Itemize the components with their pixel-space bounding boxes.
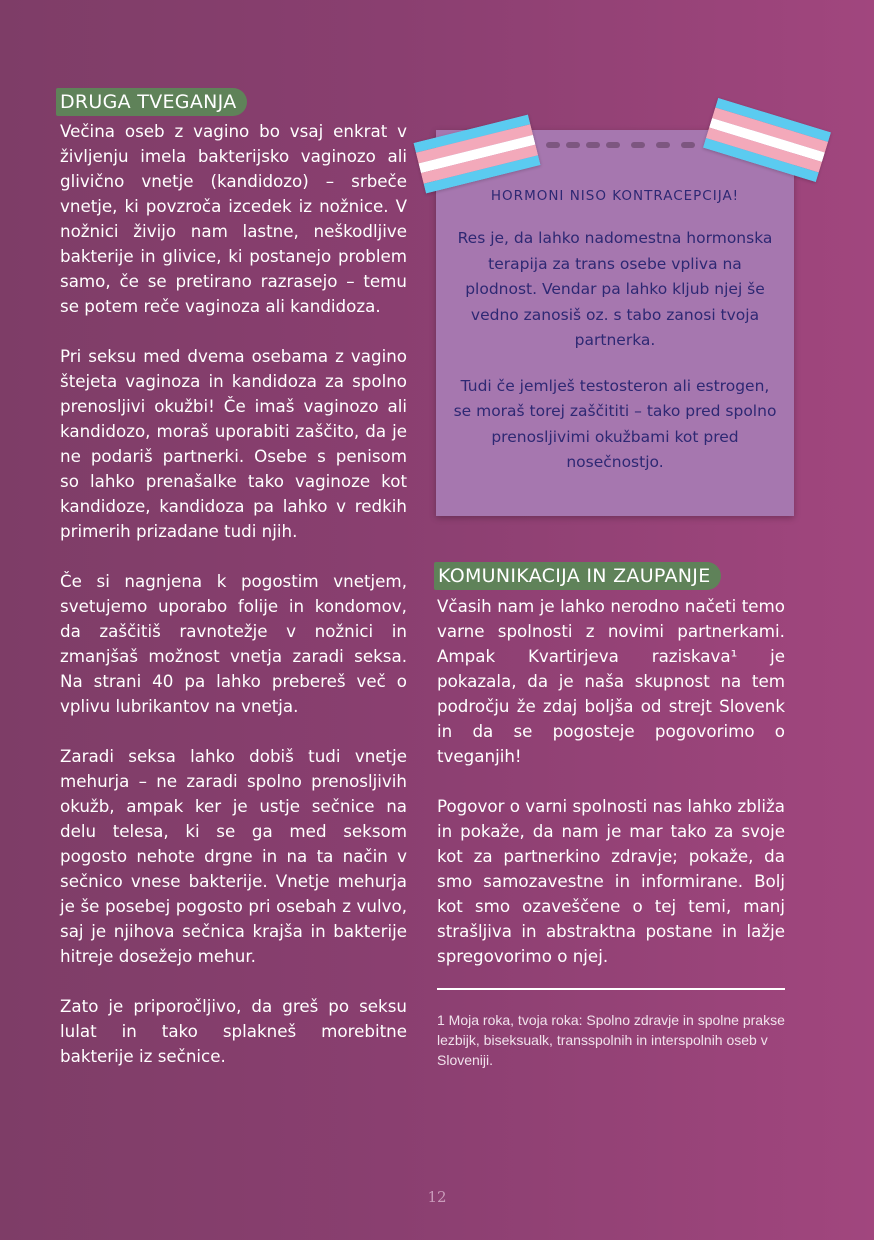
paragraph: Če si nagnjena k pogostim vnetjem, svetujemo uporabo folije in kondomov, da zaščitiš ravnotežje v nožnici in zmanjšaš možnost vnetja zaradi seksa. Na strani 40 pa lahko prebereš več o vplivu lubrikantov na vnetja.: [60, 571, 407, 716]
left-column-text: [60, 119, 407, 1094]
paragraph: Večina oseb z vagino bo vsaj enkrat v življenju imela bakterijsko vaginozo ali glivično vnetje (kandidozo) – srbeče vnetje, ki povzroča izcedek iz nožnice. V nožnici živijo nam lastne, neškodljive bakterije in glivice, ki postanejo problem samo, če se pretirano razrasejo – temu se potem reče vaginoza ali kandidoza.: [60, 121, 407, 316]
section-heading-druga-tveganja: DRUGA TVEGANJA: [56, 88, 247, 116]
paragraph: Pri seksu med dvema osebama z vagino štejeta vaginoza in kandidoza za spolno prenosljivi okužbi! Če imaš vaginozo ali kandidozo, moraš uporabiti zaščito, da je ne podariš partnerki. Osebe s penisom so lahko prenašalke tako vaginoze kot kandidoze, kandidoza pa lahko v redkih primerih prizadane tudi njih.: [60, 346, 407, 541]
note-card: [436, 130, 794, 516]
footnote: 1 Moja roka, tvoja roka: Spolno zdravje in spolne prakse lezbijk, biseksualk, transspolnih in interspolnih oseb v Sloveniji.: [437, 1012, 785, 1068]
right-column-text: [437, 594, 785, 994]
paragraph: Pogovor o varni spolnosti nas lahko zbliža in pokaže, da nam je mar tako za svoje kot za partnerkino zdravje; pokaže, da smo samozavestne in informirane. Bolj kot smo ozaveščene o tej temi, manj strašljiva in abstraktna postane in lažje spregovorimo o njej.: [437, 796, 785, 966]
paragraph: Včasih nam je lahko nerodno načeti temo varne spolnosti z novimi partnerkami. Ampak Kvartirjeva raziskava¹ je pokazala, da je naša skupnost na tem področju že zdaj boljša od strejt Slovenk in da se pogosteje pogovorimo o tveganjih!: [437, 596, 785, 766]
paragraph: Zaradi seksa lahko dobiš tudi vnetje mehurja – ne zaradi spolno prenosljivih okužb, ampak ker je ustje sečnice na delu telesa, ki se ga med seksom pogosto nehote drgne in na ta način v sečnico vnese bakterije. Vnetje mehurja je še posebej pogosto pri osebah z vulvo, saj je njihova sečnica krajša in bakterije hitreje dosežejo mehur.: [60, 746, 407, 966]
note-paragraph: Tudi če jemlješ testosteron ali estrogen, se moraš torej zaščititi – tako pred spolno prenosljivimi okužbami kot pred nosečnostjo.: [453, 376, 777, 471]
page-number: 12: [427, 1188, 447, 1206]
note-text: [450, 180, 780, 496]
note-title: HORMONI NISO KONTRACEPCIJA!: [490, 188, 740, 204]
section-heading-komunikacija: KOMUNIKACIJA IN ZAUPANJE: [434, 562, 721, 590]
note-paragraph: Res je, da lahko nadomestna hormonska terapija za trans osebe vpliva na plodnost. Vendar pa lahko kljub njej še vedno zanosiš oz. s tabo zanosi tvoja partnerka.: [457, 229, 773, 349]
paragraph: Zato je priporočljivo, da greš po seksu lulat in tako splakneš morebitne bakterije iz sečnice.: [60, 996, 407, 1066]
footnote-divider: [437, 988, 785, 990]
